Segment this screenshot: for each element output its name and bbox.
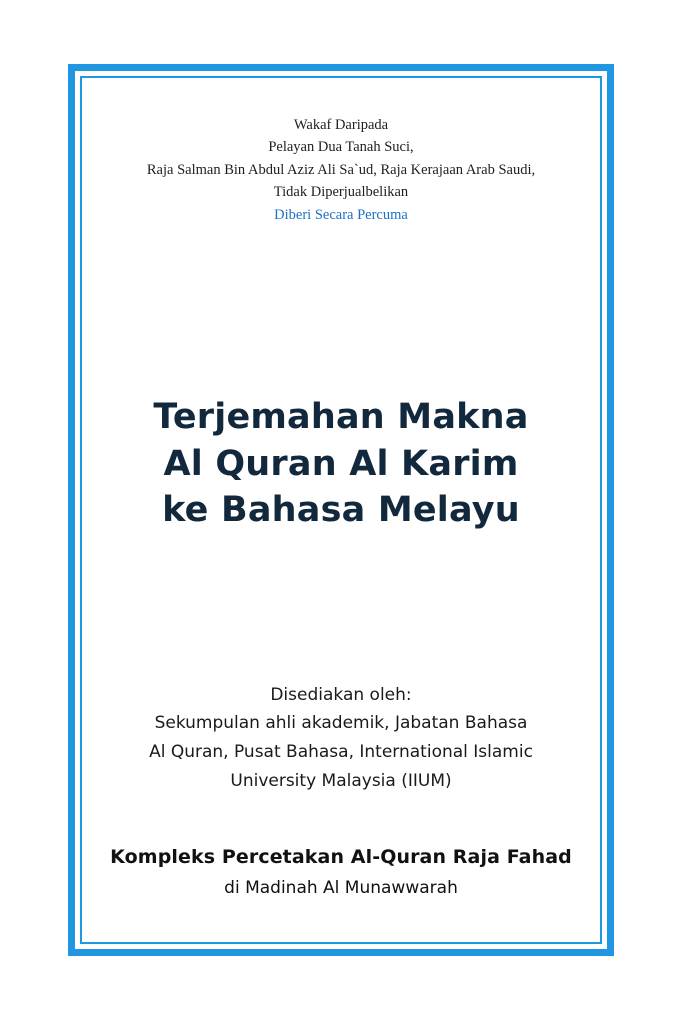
endowment-line-2: Pelayan Dua Tanah Suci, [268, 139, 414, 156]
book-title-line-1: Terjemahan Makna [153, 397, 529, 438]
cover-content [82, 78, 600, 942]
endowment-line-3: Raja Salman Bin Abdul Aziz Ali Sa`ud, Raja Kerajaan Arab Saudi, [146, 161, 536, 178]
book-title-line-3: ke Bahasa Melayu [162, 489, 520, 530]
prepared-by-block [149, 681, 533, 795]
book-title-line-2: Al Quran Al Karim [163, 443, 519, 484]
publisher-block [82, 846, 600, 898]
cover-border-outer [68, 64, 614, 956]
cover-border-inner [80, 76, 602, 944]
free-distribution-note: Diberi Secara Percuma [274, 206, 408, 223]
prepared-by-line-1: Sekumpulan ahli akademik, Jabatan Bahasa [154, 713, 528, 734]
prepared-by-line-2: Al Quran, Pusat Bahasa, International Islamic [149, 742, 533, 762]
publisher-city: di Madinah Al Munawwarah [224, 878, 458, 898]
endowment-line-1: Wakaf Daripada [293, 117, 389, 133]
endowment-line-4: Tidak Diperjualbelikan [273, 184, 409, 201]
endowment-note [147, 114, 535, 226]
prepared-by-heading: Disediakan oleh: [270, 684, 412, 705]
prepared-by-line-3: University Malaysia (IIUM) [230, 770, 452, 791]
book-title [153, 394, 528, 533]
publisher-name: Kompleks Percetakan Al-Quran Raja Fahad [110, 846, 572, 868]
